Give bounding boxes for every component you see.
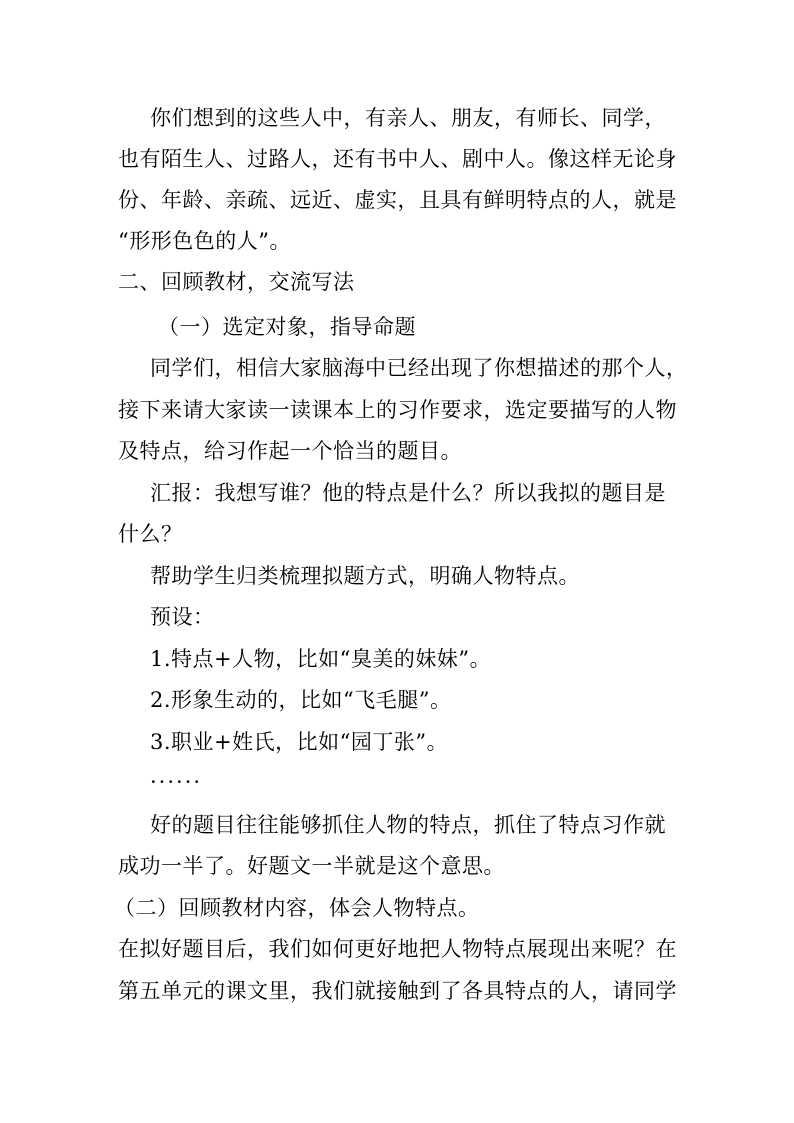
paragraph-line-2: 也有陌生人、过路人，还有书中人、剧中人。像这样无论身 [118,147,677,171]
subsection-heading-1: （一）选定对象，指导命题 [158,315,416,339]
paragraph-line-3: 份、年龄、亲疏、远近、虚实，且具有鲜明特点的人，就是 [118,188,677,212]
paragraph-line-9: 什么？ [118,522,183,546]
paragraph-line-5: 同学们，相信大家脑海中已经出现了你想描述的那个人， [150,356,688,380]
paragraph-line-10: 帮助学生归类梳理拟题方式，明确人物特点。 [150,564,580,588]
paragraph-line-13: 成功一半了。好题文一半就是这个意思。 [118,854,505,878]
paragraph-line-11: 预设： [150,605,215,629]
section-heading-2: 二、回顾教材，交流写法 [118,270,355,294]
paragraph-line-6: 接下来请大家读一读课本上的习作要求，选定要描写的人物 [118,398,677,422]
paragraph-line-4: “形形色色的人”。 [118,229,291,253]
ellipsis-line: ······ [150,770,203,794]
list-item-2: 2.形象生动的，比如“飞毛腿”。 [150,688,452,712]
list-item-1: 1.特点+人物，比如“臭美的妹妹”。 [150,647,492,671]
paragraph-line-15: 第五单元的课文里，我们就接触到了各具特点的人，请同学 [118,979,677,1003]
list-item-3: 3.职业+姓氏，比如“园丁张”。 [150,730,449,754]
subsection-heading-2: （二）回顾教材内容，体会人物特点。 [114,896,480,920]
paragraph-line-8: 汇报：我想写谁？他的特点是什么？所以我拟的题目是 [150,481,666,505]
paragraph-line-1: 你们想到的这些人中，有亲人、朋友，有师长、同学， [150,106,666,130]
paragraph-line-14: 在拟好题目后，我们如何更好地把人物特点展现出来呢？在 [118,937,677,961]
paragraph-line-12: 好的题目往往能够抓住人物的特点，抓住了特点习作就 [150,813,666,837]
paragraph-line-7: 及特点，给习作起一个恰当的题目。 [118,439,462,463]
